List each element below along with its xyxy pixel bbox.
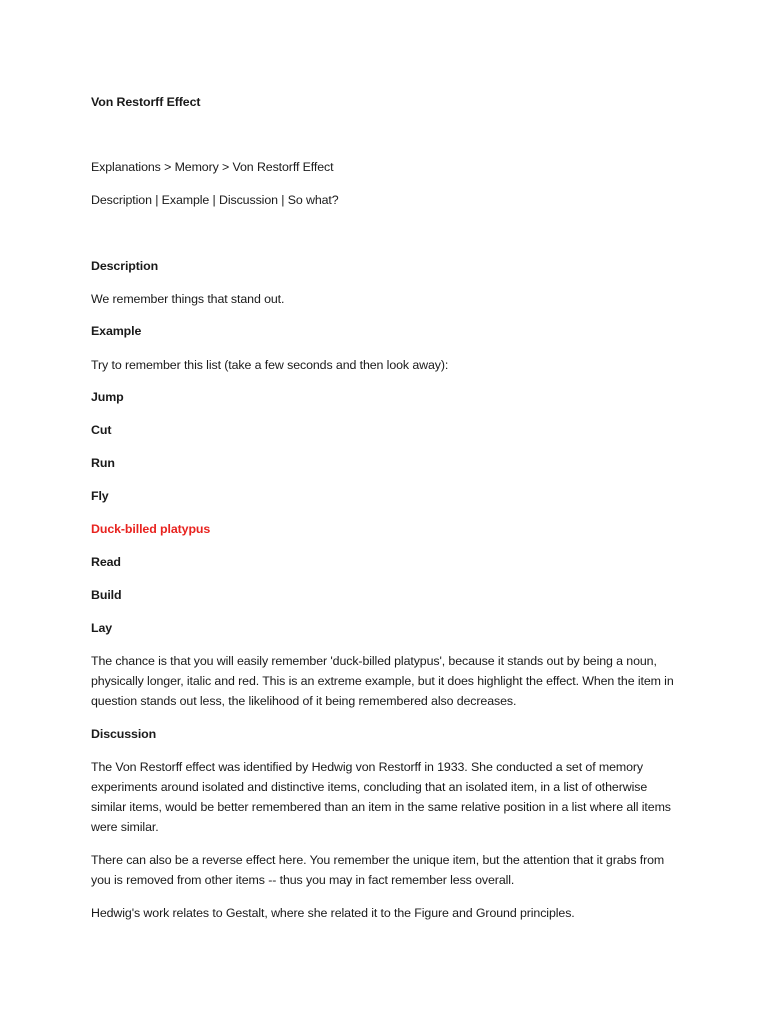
discussion-paragraph: The Von Restorff effect was identified by Hedwig von Restorff in 1933. She conducted a set of memory experiments around isolated and distinctive items, concluding that an isolated item, in a list of otherwise similar items, would be better remembered than an item in the same relative position in a list where all items were similar. [91, 760, 671, 834]
discussion-paragraph: There can also be a reverse effect here. You remember the unique item, but the attention that it grabs from you is removed from other items -- thus you may in fact remember less overall. [91, 853, 665, 887]
discussion-paragraph: Hedwig's work relates to Gestalt, where she related it to the Figure and Ground principles. [91, 906, 575, 920]
list-item-highlighted: Duck-billed platypus [91, 522, 211, 536]
description-text: We remember things that stand out. [91, 292, 285, 306]
section-nav: Description | Example | Discussion | So what? [91, 193, 339, 207]
list-item: Lay [91, 621, 113, 635]
description-heading: Description [91, 259, 159, 273]
breadcrumb: Explanations > Memory > Von Restorff Effect [91, 160, 334, 174]
list-item: Jump [91, 390, 124, 404]
example-heading: Example [91, 324, 142, 338]
list-item: Build [91, 588, 122, 602]
discussion-heading: Discussion [91, 727, 157, 741]
example-explanation: The chance is that you will easily remember 'duck-billed platypus', because it stands out by being a noun, physically longer, italic and red. This is an extreme example, but it does highlight the effect. When the item in question stands out less, the likelihood of it being remembered also decreases. [91, 654, 674, 708]
list-item: Read [91, 555, 121, 569]
page-title: Von Restorff Effect [91, 95, 201, 109]
list-item: Cut [91, 423, 112, 437]
list-item: Run [91, 456, 115, 470]
list-item: Fly [91, 489, 109, 503]
example-intro: Try to remember this list (take a few seconds and then look away): [91, 358, 449, 372]
